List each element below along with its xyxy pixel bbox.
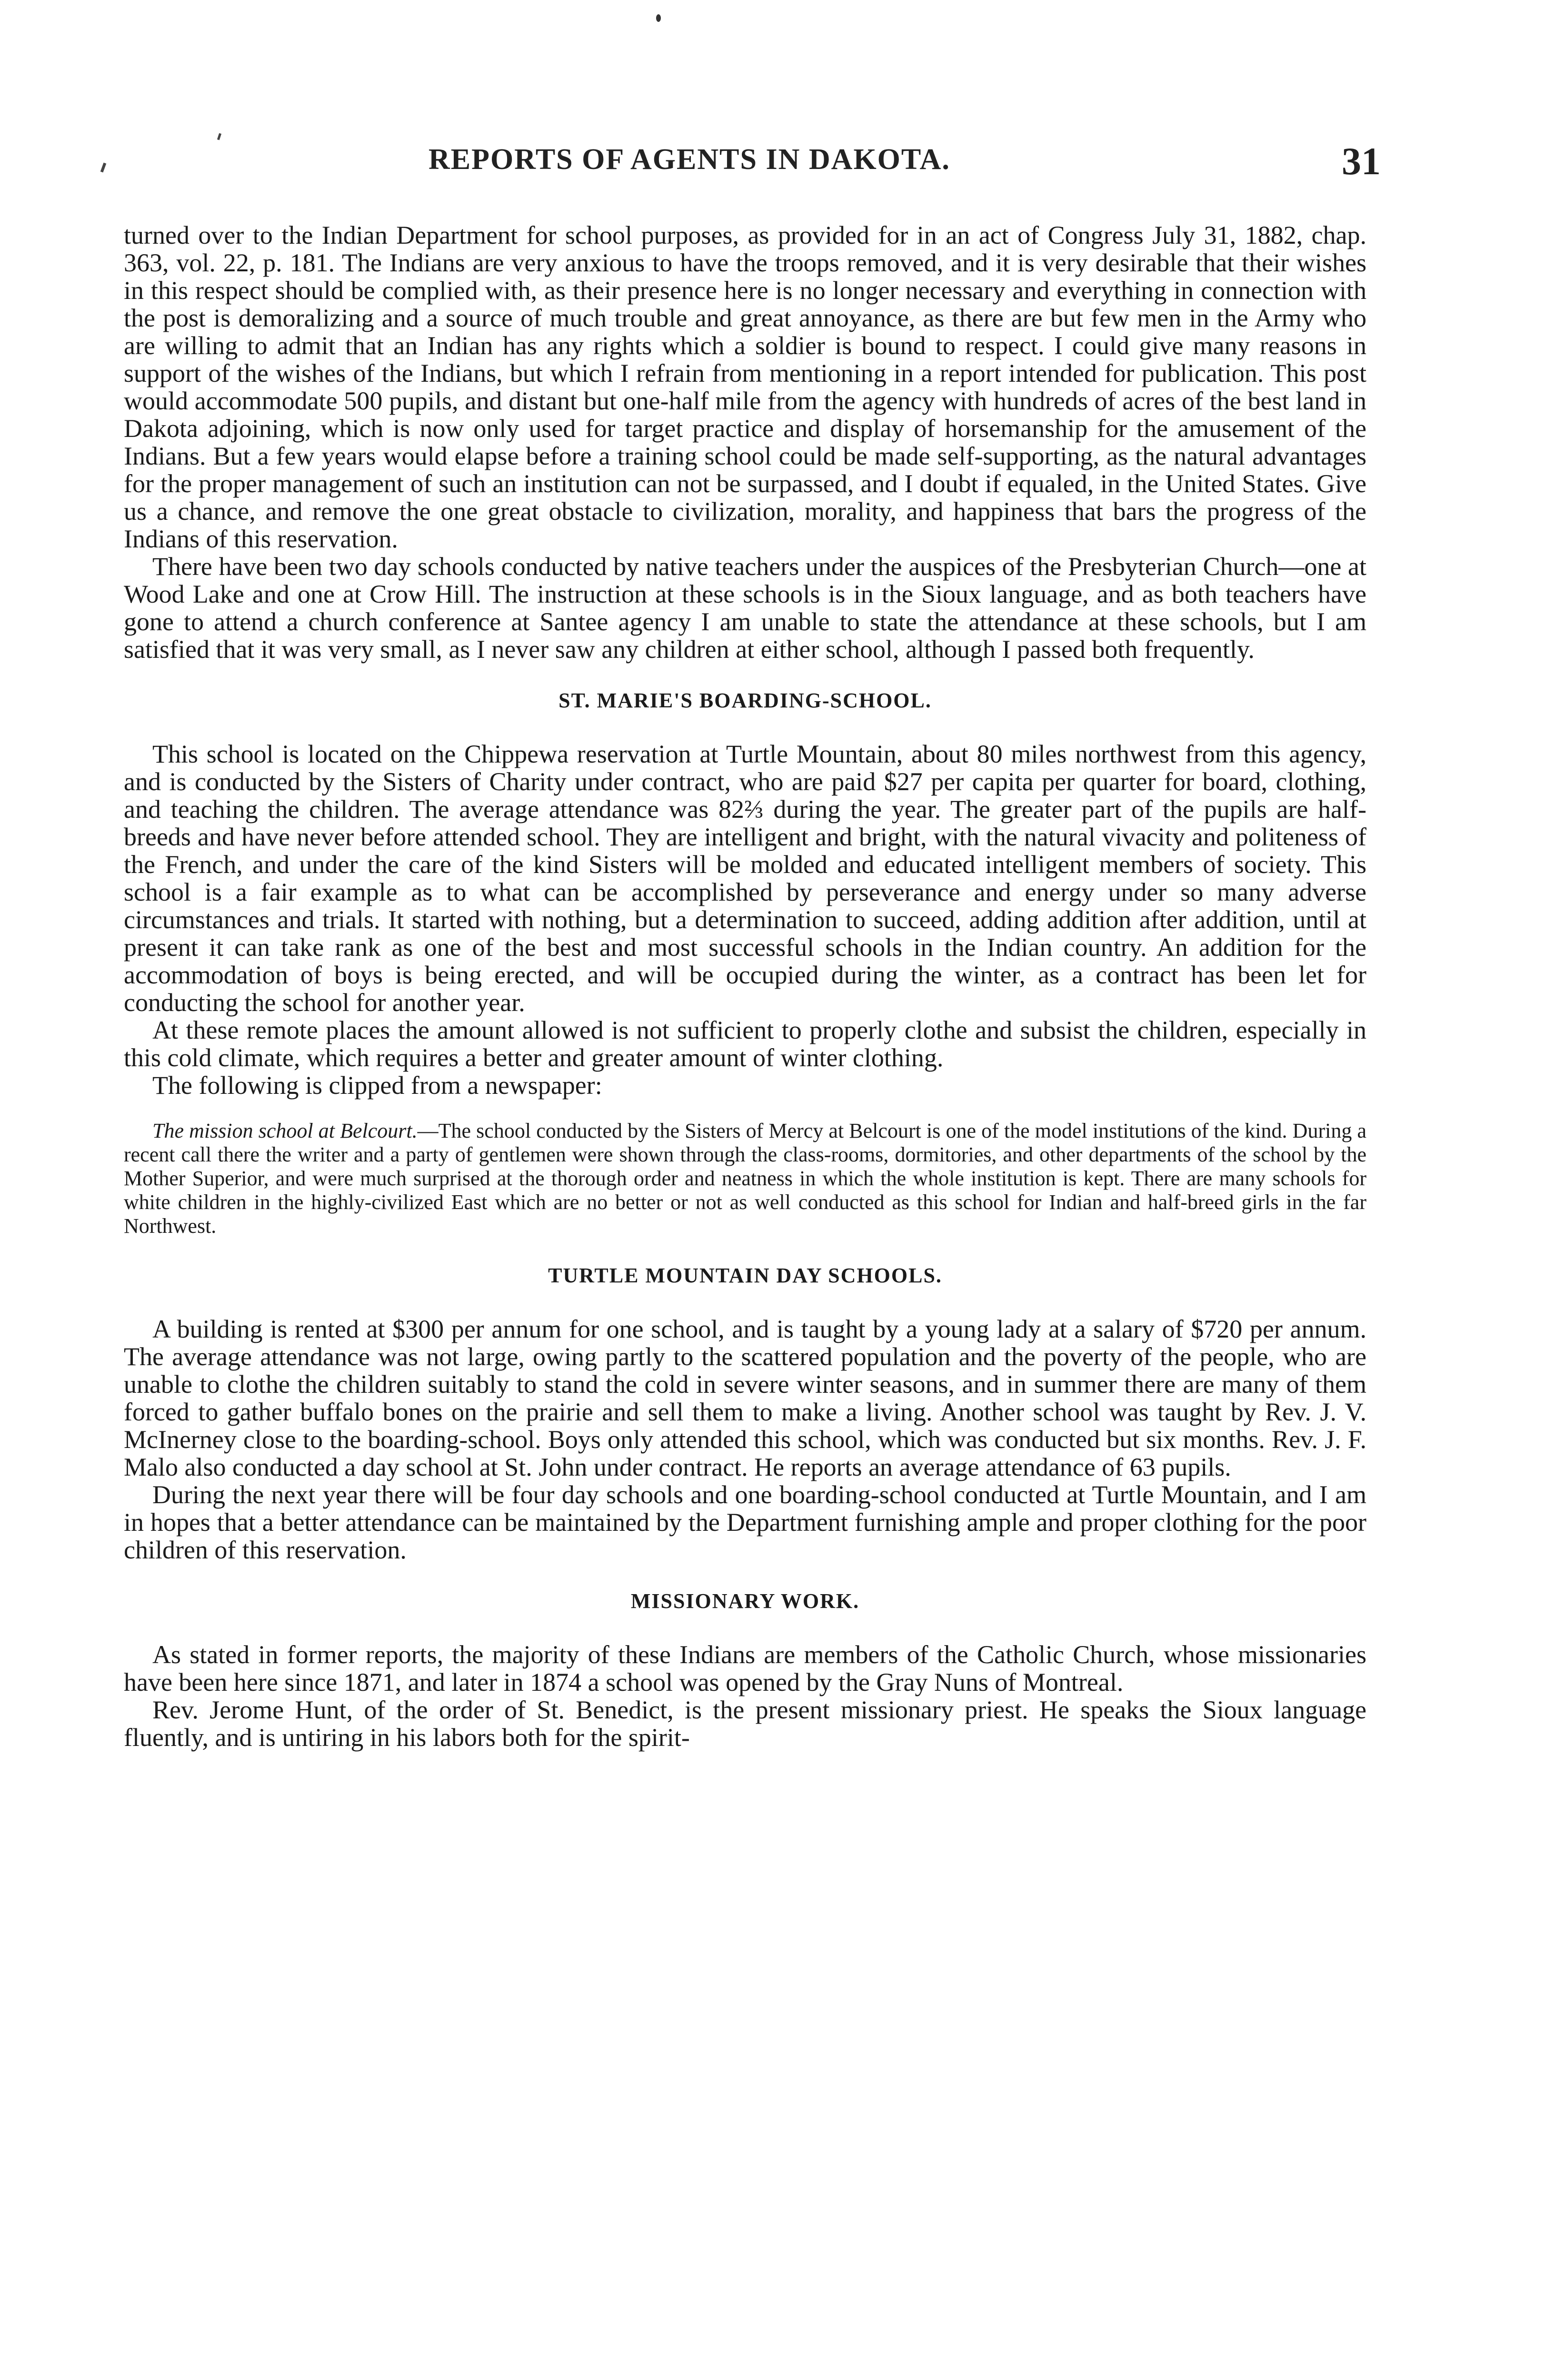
st-marie-paragraph-3: The following is clipped from a newspaper: — [152, 1071, 602, 1100]
clipping-title: The mission school at Belcourt. — [152, 1119, 418, 1142]
st-marie-paragraph-2: At these remote places the amount allowed is not sufficient to properly clothe and subsist the children, especially in this cold climate, which requires a better and greater amount of winter clothing. — [124, 1016, 1366, 1072]
st-marie-heading: ST. MARIE'S BOARDING-SCHOOL. — [558, 689, 932, 712]
ink-mark-top-left — [217, 133, 221, 140]
turtle-mountain-paragraph-1: A building is rented at $300 per annum for one school, and is taught by a young lady at a salary of $720 per annum. The average attendance was not large, owing partly to the scattered population and the poverty of the people, who are unable to clothe the children suitably to stand the cold in severe winter seasons, and in summer there are many of them forced to gather buffalo bones on the prairie and sell them to make a living. Another school was taught by Rev. J. V. McInerney close to the boarding-school. Boys only attended this school, which was conducted but six months. Rev. J. F. Malo also conducted a day school at St. John under contract. He reports an average attendance of 63 pupils. — [124, 1315, 1366, 1481]
clipping-body: —The school conducted by the Sisters of Mercy at Belcourt is one of the model institutions of the kind. During a recent call there the writer and a party of gentlemen were shown through the class-rooms, dormitories, and other departments of the school by the Mother Superior, and were much surprised at the thorough order and neatness in which the whole institution is kept. There are many schools for white children in the highly-civilized East which are no better or not as well conducted as this school for Indian and half-breed girls in the far Northwest. — [124, 1119, 1366, 1238]
intro-paragraph-2: There have been two day schools conducted by native teachers under the auspices of the Presbyterian Church—one at Wood Lake and one at Crow Hill. The instruction at these schools is in the Sioux language, and as both teachers have gone to attend a church conference at Santee agency I am unable to state the attendance at these schools, but I am satisfied that it was very small, as I never saw any children at either school, although I passed both frequently. — [124, 552, 1366, 664]
st-marie-paragraph-1: This school is located on the Chippewa reservation at Turtle Mountain, about 80 miles northwest from this agency, and is conducted by the Sisters of Charity under contract, who are paid $27 per capita per quarter for board, clothing, and teaching the children. The average attendance was 82⅔ during the year. The greater part of the pupils are half-breeds and have never before attended school. They are intelligent and bright, with the natural vivacity and politeness of the French, and under the care of the kind Sisters will be molded and educated intelligent members of society. This school is a fair example as to what can be accomplished by perseverance and energy under so many adverse circumstances and trials. It started with nothing, but a determination to succeed, adding addition after addition, until at present it can take rank as one of the best and most successful schools in the Indian country. An addition for the accommodation of boys is being erected, and will be occupied during the winter, as a contract has been let for conducting the school for another year. — [124, 740, 1366, 1017]
page-number: 31 — [1342, 139, 1381, 183]
missionary-paragraph-1: As stated in former reports, the majority of these Indians are members of the Catholic Church, whose missionaries have been here since 1871, and later in 1874 a school was opened by the Gray Nuns of Montreal. — [124, 1640, 1366, 1696]
newspaper-clipping — [124, 1119, 1366, 1238]
ink-mark-top — [656, 14, 661, 22]
intro-paragraph-1: turned over to the Indian Department for school purposes, as provided for in an act of Congress July 31, 1882, chap. 363, vol. 22, p. 181. The Indians are very anxious to have the troops removed, and it is very desirable that their wishes in this respect should be complied with, as their presence here is no longer necessary and everything in connection with the post is demoralizing and a source of much trouble and great annoyance, as there are but few men in the Army who are willing to admit that an Indian has any rights which a soldier is bound to respect. I could give many reasons in support of the wishes of the Indians, but which I refrain from mentioning in a report intended for publication. This post would accommodate 500 pupils, and distant but one-half mile from the agency with hundreds of acres of the best land in Dakota adjoining, which is now only used for target practice and display of horsemanship for the amusement of the Indians. But a few years would elapse before a training school could be made self-supporting, as the natural advantages for the proper management of such an institution can not be surpassed, and I doubt if equaled, in the United States. Give us a chance, and remove the one great obstacle to civilization, morality, and happiness that bars the progress of the Indians of this reservation. — [124, 221, 1366, 553]
turtle-mountain-paragraph-2: During the next year there will be four day schools and one boarding-school conducted at Turtle Mountain, and I am in hopes that a better attendance can be maintained by the Department furnishing ample and proper clothing for the poor children of this reservation. — [124, 1480, 1366, 1564]
ink-mark-left — [100, 163, 106, 173]
page-content — [124, 221, 1366, 2380]
missionary-paragraph-2: Rev. Jerome Hunt, of the order of St. Benedict, is the present missionary priest. He speaks the Sioux language fluently, and is untiring in his labors both for the spirit- — [124, 1696, 1366, 1752]
page-header — [124, 139, 1381, 195]
missionary-heading: MISSIONARY WORK. — [630, 1589, 860, 1613]
turtle-mountain-heading: TURTLE MOUNTAIN DAY SCHOOLS. — [548, 1264, 942, 1287]
running-head: REPORTS OF AGENTS IN DAKOTA. — [429, 143, 950, 176]
